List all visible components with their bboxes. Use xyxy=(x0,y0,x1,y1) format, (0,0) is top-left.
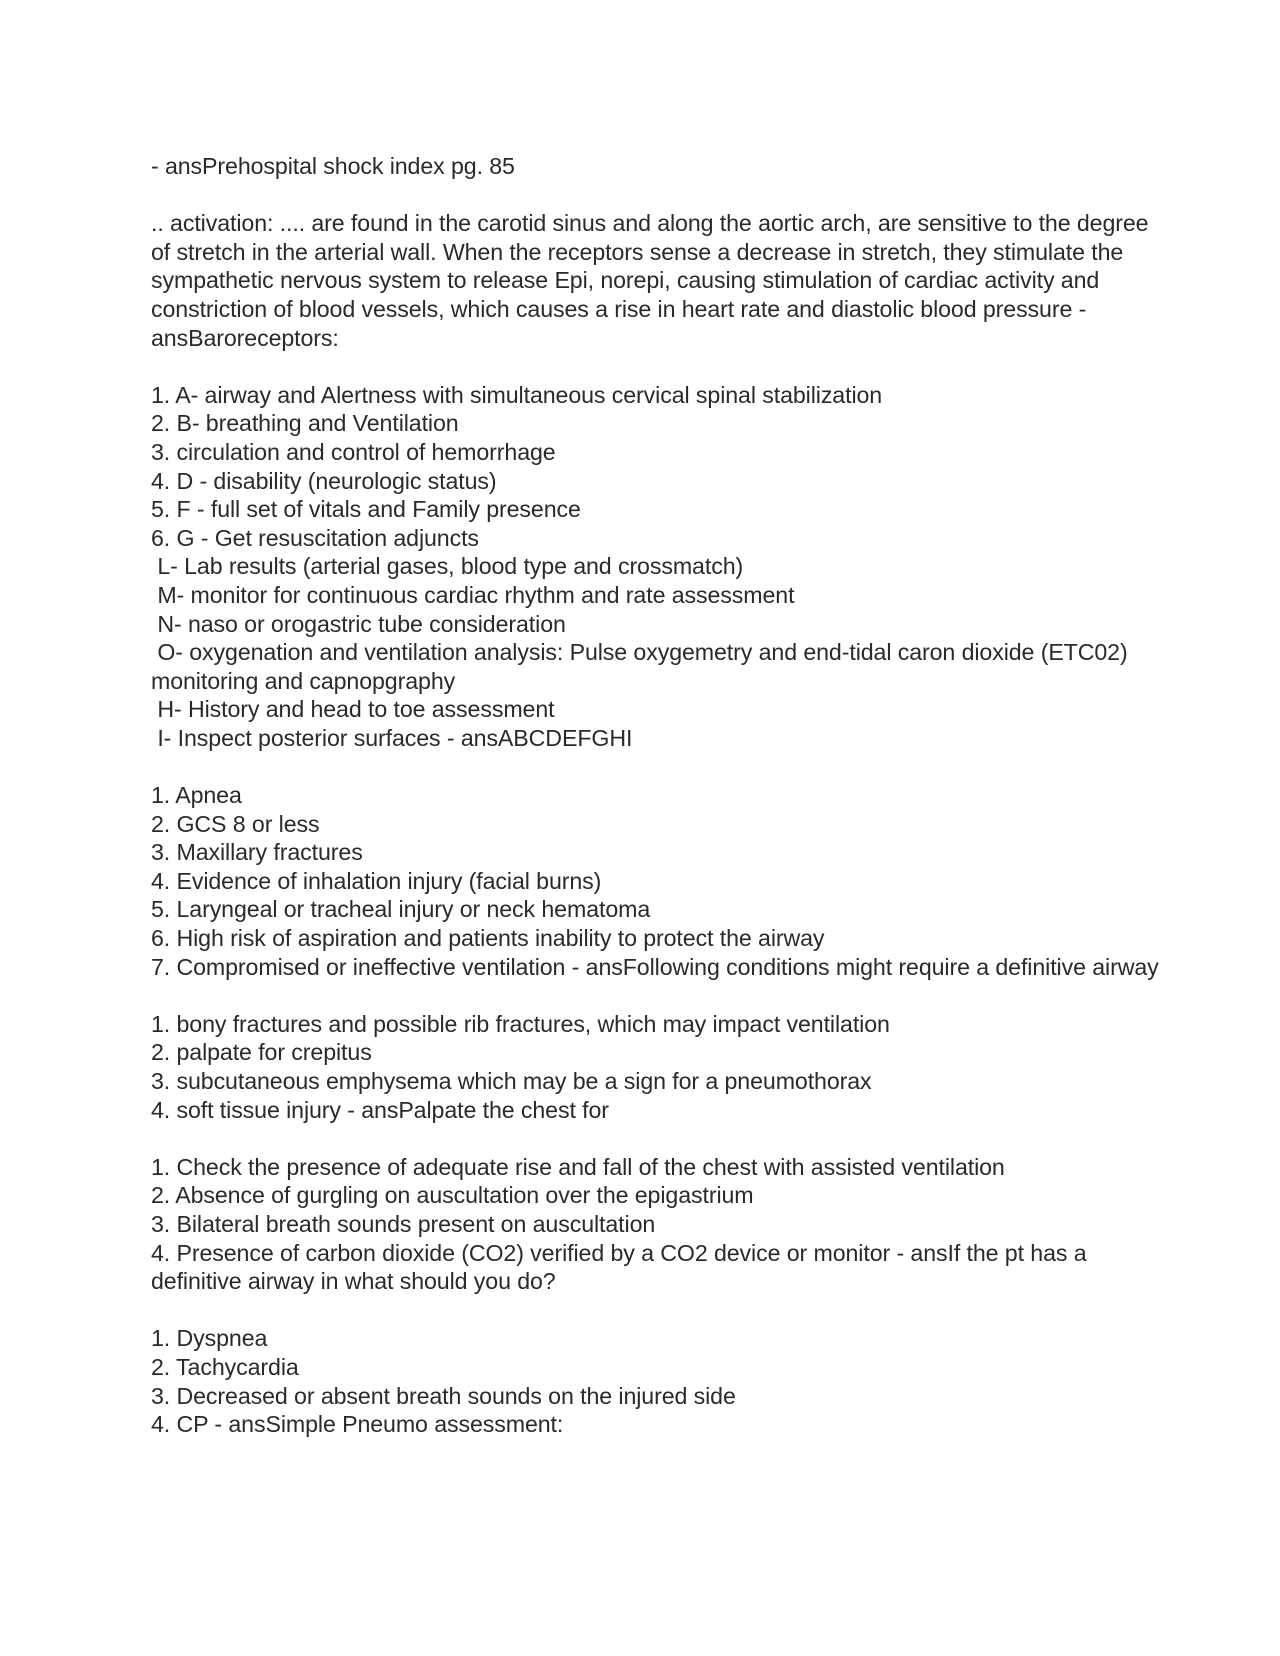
text-block xyxy=(151,381,1161,753)
text-block xyxy=(151,781,1161,981)
list-item: 2. GCS 8 or less xyxy=(151,810,320,837)
list-item: 2. Absence of gurgling on auscultation over the epigastrium xyxy=(151,1182,754,1209)
list-item: 4. D - disability (neurologic status) xyxy=(151,467,497,494)
text-line: - ansPrehospital shock index pg. 85 xyxy=(151,153,515,179)
list-item: 4. Presence of carbon dioxide (CO2) verified by a CO2 device or monitor - ansIf the pt has a definitive airway in what should you do? xyxy=(151,1239,1093,1295)
list-item: 2. B- breathing and Ventilation xyxy=(151,410,459,437)
list-item: H- History and head to toe assessment xyxy=(151,696,555,723)
list-item: 4. soft tissue injury - ansPalpate the chest for xyxy=(151,1096,609,1123)
list-item: 2. palpate for crepitus xyxy=(151,1039,372,1066)
document-body xyxy=(151,152,1161,1467)
list-item: 3. Decreased or absent breath sounds on the injured side xyxy=(151,1382,736,1409)
list-item: 4. Evidence of inhalation injury (facial burns) xyxy=(151,867,602,894)
list-item: 3. circulation and control of hemorrhage xyxy=(151,438,556,465)
list-item: 1. Dyspnea xyxy=(151,1325,268,1352)
list-item: L- Lab results (arterial gases, blood type and crossmatch) xyxy=(151,553,744,580)
list-item: 6. High risk of aspiration and patients inability to protect the airway xyxy=(151,925,825,952)
list-item: O- oxygenation and ventilation analysis: Pulse oxygemetry and end-tidal caron dioxide (ETC02) monitoring and capnopgraphy xyxy=(151,639,1134,694)
list-item: 1. Apnea xyxy=(151,782,242,809)
list-item: 1. Check the presence of adequate rise and fall of the chest with assisted ventilation xyxy=(151,1153,1005,1180)
list-item: 3. subcutaneous emphysema which may be a sign for a pneumothorax xyxy=(151,1068,872,1094)
list-item: 2. Tachycardia xyxy=(151,1353,299,1380)
list-item: N- naso or orogastric tube consideration xyxy=(151,610,566,637)
text-paragraph: .. activation: .... are found in the carotid sinus and along the aortic arch, are sensitive to the degree of stretch in the arterial wall. When the receptors sense a decrease in stretch, they stimulate the sympathetic nervous system to release Epi, norepi, causing stimulation of cardiac activity and constriction of blood vessels, which causes a rise in heart rate and diastolic blood pressure - ansBaroreceptors: xyxy=(151,210,1155,351)
list-item: 3. Bilateral breath sounds present on auscultation xyxy=(151,1210,656,1237)
text-block xyxy=(151,209,1161,352)
list-item: 1. A- airway and Alertness with simultaneous cervical spinal stabilization xyxy=(151,381,883,408)
list-item: M- monitor for continuous cardiac rhythm and rate assessment xyxy=(151,581,795,608)
text-block xyxy=(151,152,1161,181)
list-item: 6. G - Get resuscitation adjuncts xyxy=(151,524,479,551)
list-item: I- Inspect posterior surfaces - ansABCDEFGHI xyxy=(151,724,633,751)
list-item: 1. bony fractures and possible rib fractures, which may impact ventilation xyxy=(151,1010,890,1037)
list-item: 7. Compromised or ineffective ventilation - ansFollowing conditions might require a definitive airway xyxy=(151,953,1159,980)
list-item: 4. CP - ansSimple Pneumo assessment: xyxy=(151,1411,564,1438)
text-block xyxy=(151,1324,1161,1438)
text-block xyxy=(151,1010,1161,1124)
text-block xyxy=(151,1153,1161,1296)
list-item: 5. Laryngeal or tracheal injury or neck hematoma xyxy=(151,896,651,923)
list-item: 3. Maxillary fractures xyxy=(151,839,363,866)
list-item: 5. F - full set of vitals and Family presence xyxy=(151,496,581,523)
